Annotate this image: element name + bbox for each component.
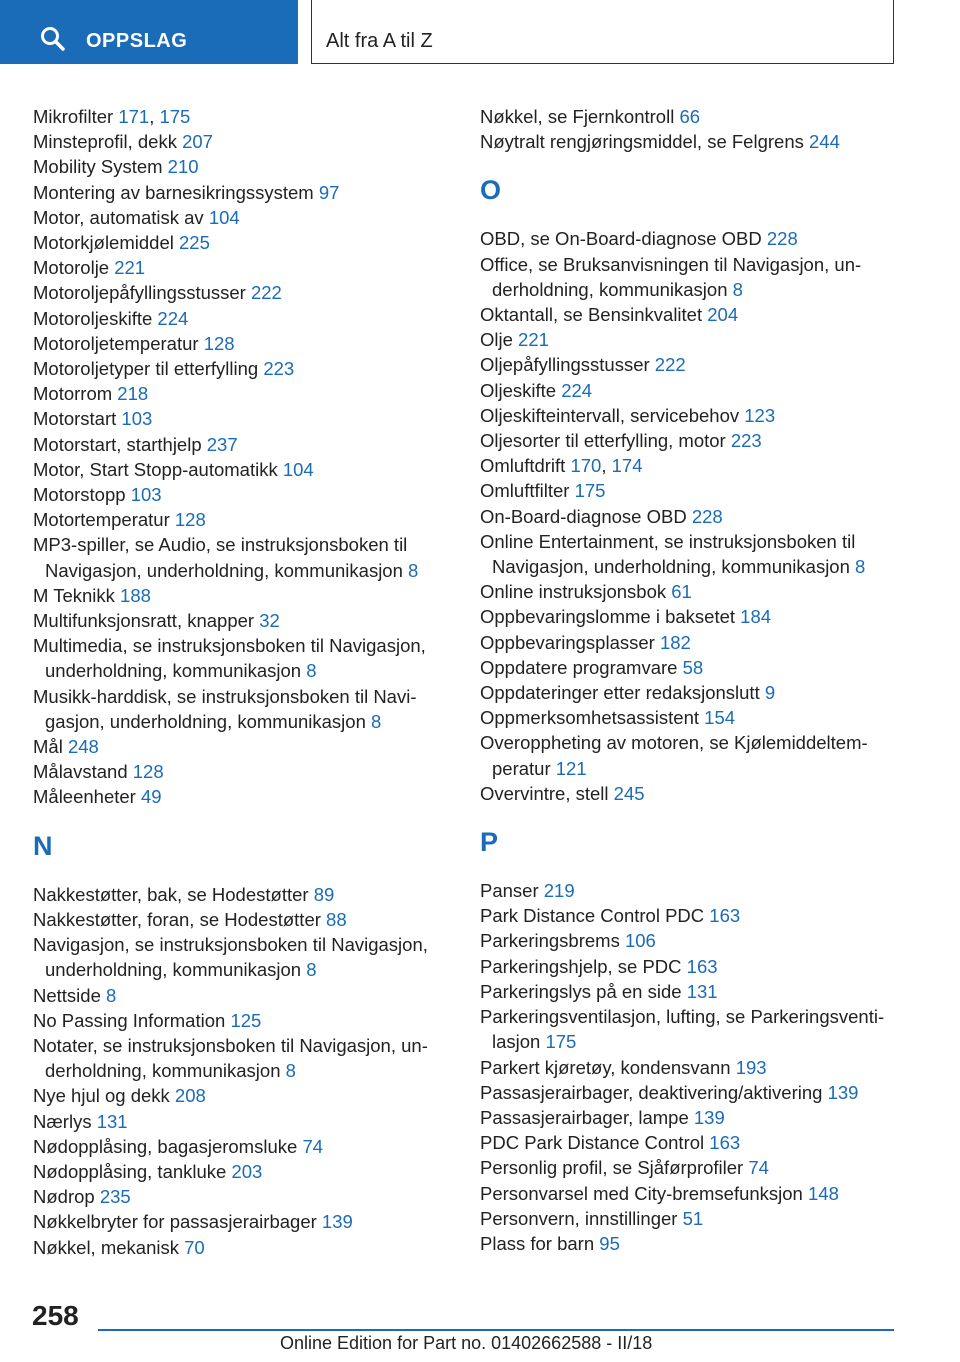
page-link[interactable]: 163 xyxy=(709,1132,741,1154)
index-entry-text: Oljepåfyllingsstusser xyxy=(480,354,655,376)
index-column-left xyxy=(33,104,453,1260)
edition-text: Online Edition for Part no. 01402662588 - II/18 xyxy=(280,1333,653,1353)
index-entry xyxy=(33,633,453,683)
index-entry-text: Office, se Bruksanvisningen til Navigasjon, un-derholdning, kommunikasjon xyxy=(480,253,862,300)
index-entry-text: MP3-spiller, se Audio, se instruksjonsboken til Navigasjon, underholdning, kommunikasjon xyxy=(33,534,409,581)
page-link[interactable]: 61 xyxy=(671,581,692,603)
page-link[interactable]: 235 xyxy=(99,1186,131,1208)
index-entry-text: Motorolje xyxy=(33,257,115,279)
page-link[interactable]: 131 xyxy=(686,980,718,1002)
index-entry-text: Nærlys xyxy=(33,1110,97,1132)
index-entry xyxy=(33,280,453,305)
index-entry-text: OBD, se On-Board-diagnose OBD xyxy=(480,228,767,250)
index-entry xyxy=(480,226,900,251)
index-entry-text: Overoppheting av motoren, se Kjølemiddeltem-peratur xyxy=(480,732,868,779)
page-link[interactable]: 51 xyxy=(682,1207,704,1229)
index-entry xyxy=(33,154,453,179)
page-link[interactable]: 244 xyxy=(809,131,840,153)
index-entry xyxy=(33,684,453,734)
index-entry xyxy=(480,1206,900,1231)
index-entry xyxy=(33,255,453,280)
index-entry-text: Motorstopp xyxy=(33,484,131,506)
index-entry xyxy=(480,705,900,730)
index-entry-text: Olje xyxy=(480,329,519,351)
index-entry-text: Motor, Start Stopp-automatikk xyxy=(33,458,283,480)
index-entry-text: Navigasjon, se instruksjonsboken til Navigasjon, underholdning, kommunikasjon xyxy=(33,934,428,981)
index-entry-text: M Teknikk xyxy=(33,584,121,606)
search-icon xyxy=(40,26,66,52)
page-link[interactable]: 95 xyxy=(599,1232,620,1254)
index-entry xyxy=(33,583,453,608)
index-entry-text: Nøkkelbryter for passasjerairbager xyxy=(33,1211,322,1233)
page-link[interactable]: 182 xyxy=(659,631,691,653)
index-entry xyxy=(33,1159,453,1184)
index-entry xyxy=(33,331,453,356)
page-link[interactable]: 97 xyxy=(318,181,340,203)
page-link[interactable]: 223 xyxy=(730,430,762,452)
index-entry xyxy=(480,954,900,979)
index-entry-text: Parkeringslys på en side xyxy=(480,980,687,1002)
index-entry-text: Nødopplåsing, tankluke xyxy=(33,1160,232,1182)
page-link[interactable]: 49 xyxy=(140,786,162,808)
page-link[interactable]: 66 xyxy=(679,106,701,127)
index-entry-text: Parkert kjøretøy, kondensvann xyxy=(480,1056,736,1078)
index-entry-text: Parkeringsbrems xyxy=(480,930,625,952)
index-entry xyxy=(480,1130,900,1155)
index-entry-text: Parkeringshjelp, se PDC xyxy=(480,955,687,977)
index-entry: Omluftdrift 170, 174 xyxy=(480,455,643,477)
index-entry xyxy=(33,932,453,982)
index-entry-text: Nødopplåsing, bagasjeromsluke xyxy=(33,1135,303,1157)
page-link[interactable]: 218 xyxy=(117,383,149,405)
index-entry xyxy=(480,378,900,403)
index-entry-text: Montering av barnesikringssystem xyxy=(33,181,319,203)
index-entry xyxy=(480,529,900,579)
index-entry xyxy=(33,882,453,907)
page-link[interactable]: 8 xyxy=(306,959,317,981)
index-entry xyxy=(33,482,453,507)
index-entry xyxy=(33,356,453,381)
index-entry-text: Nøkkel, se Fjernkontroll xyxy=(480,106,680,127)
page-link[interactable]: 207 xyxy=(182,131,213,153)
index-entry xyxy=(33,1008,453,1033)
index-entry xyxy=(33,532,453,582)
page-link[interactable]: 89 xyxy=(313,883,335,905)
index-entry-text: Oppmerksomhetsassistent xyxy=(480,707,705,729)
page-link[interactable]: 203 xyxy=(231,1160,263,1182)
page-link[interactable]: 9 xyxy=(764,682,776,704)
index-entry-text: Online Entertainment, se instruksjonsboken til Navigasjon, underholdning, kommunikasjon xyxy=(480,530,856,578)
index-entry xyxy=(480,655,900,680)
index-entry xyxy=(33,608,453,633)
page-link[interactable]: 221 xyxy=(518,329,549,351)
index-entry-text: Multifunksjonsratt, knapper xyxy=(33,610,260,632)
index-entry-text: Oljeskifteintervall, servicebehov xyxy=(480,404,745,426)
chapter-header xyxy=(311,0,894,64)
index-entry-text: Panser xyxy=(480,880,544,902)
index-entry xyxy=(480,352,900,377)
page-link[interactable]: 8 xyxy=(371,710,382,732)
index-entry-text: Mål xyxy=(33,736,68,758)
page-link[interactable]: 228 xyxy=(766,228,798,250)
index-entry xyxy=(33,230,453,255)
index-entry xyxy=(480,730,900,780)
index-entry-text: Motoroljetyper til etterfylling xyxy=(33,358,264,380)
index-entry xyxy=(480,1105,900,1130)
index-entry xyxy=(480,428,900,453)
page-link[interactable]: 139 xyxy=(321,1211,353,1233)
index-entry-text: Overvintre, stell xyxy=(480,782,614,804)
page-link[interactable]: 204 xyxy=(707,304,739,326)
page-link[interactable]: 123 xyxy=(744,404,776,426)
index-entry xyxy=(480,478,900,503)
index-entry-text: Plass for barn xyxy=(480,1232,600,1254)
index-entry xyxy=(480,979,900,1004)
index-entry xyxy=(33,457,453,482)
index-entry-text: Motoroljeskifte xyxy=(33,307,158,329)
index-entry-text: Oppbevaringslomme i baksetet xyxy=(480,606,741,628)
chapter-title: Alt fra A til Z xyxy=(326,30,433,52)
page-link[interactable]: 208 xyxy=(174,1085,206,1107)
page-link[interactable]: 210 xyxy=(167,156,199,178)
index-entry xyxy=(480,680,900,705)
page-number: 258 xyxy=(32,1300,79,1331)
index-entry-text: Mobility System xyxy=(33,156,168,178)
page-link[interactable]: 104 xyxy=(208,206,240,228)
index-entry-text: Motorstart, starthjelp xyxy=(33,433,207,455)
page-link[interactable]: 58 xyxy=(682,656,704,678)
index-entry-text: Personvern, innstillinger xyxy=(480,1207,683,1229)
index-entry xyxy=(33,180,453,205)
index-entry-text: Nye hjul og dekk xyxy=(33,1085,175,1107)
index-entry xyxy=(480,1004,900,1054)
index-entry xyxy=(480,630,900,655)
index-entry xyxy=(33,507,453,532)
index-entry-text: Personvarsel med City-bremsefunksjon xyxy=(480,1182,808,1204)
page-link[interactable]: 32 xyxy=(259,610,280,632)
index-entry-text: Måleenheter xyxy=(33,786,141,808)
page-link[interactable]: 8 xyxy=(106,984,117,1006)
index-entry-text: Oppdatere programvare xyxy=(480,656,683,678)
page-link[interactable]: 248 xyxy=(67,736,99,758)
index-entry-text: Oppdateringer etter redaksjonslutt xyxy=(480,682,765,704)
page-link[interactable]: 131 xyxy=(96,1110,128,1132)
index-column-right xyxy=(480,104,900,1256)
index-entry-text: PDC Park Distance Control xyxy=(480,1132,710,1154)
index-entry xyxy=(33,907,453,932)
index-entry xyxy=(33,381,453,406)
index-letter-heading: N xyxy=(33,830,53,861)
index-entry xyxy=(33,306,453,331)
page-link[interactable]: 171 xyxy=(118,106,150,127)
index-entry-text: Motorkjølemiddel xyxy=(33,232,179,254)
index-entry-text: No Passing Information xyxy=(33,1009,231,1031)
index-entry-text: Musikk-harddisk, se instruksjonsboken til Navi-gasjon, underholdning, kommunikasjon xyxy=(33,685,417,732)
page-link[interactable]: 245 xyxy=(613,782,645,804)
page-link[interactable]: 222 xyxy=(250,282,282,304)
index-entry xyxy=(480,1055,900,1080)
index-entry-text: Passasjerairbager, deaktivering/aktivering xyxy=(480,1081,828,1103)
index-entry-text: Oppbevaringsplasser xyxy=(480,631,660,653)
index-entry-text: Park Distance Control PDC xyxy=(480,905,710,927)
index-entry-text: Minsteprofil, dekk xyxy=(33,131,183,153)
page-link[interactable]: 104 xyxy=(282,458,314,480)
index-entry-text: Oktantall, se Bensinkvalitet xyxy=(480,304,708,326)
index-entry-text: Nøkkel, mekanisk xyxy=(33,1236,185,1258)
page-link[interactable]: 163 xyxy=(709,905,741,927)
index-entry xyxy=(33,734,453,759)
index-entry xyxy=(480,104,900,129)
index-entry-text: Mikrofilter xyxy=(33,106,119,127)
index-entry xyxy=(480,928,900,953)
page-link[interactable]: 70 xyxy=(184,1236,205,1258)
page-link[interactable]: 193 xyxy=(735,1056,767,1078)
index-entry xyxy=(33,1033,453,1083)
page-link[interactable]: 224 xyxy=(157,307,189,329)
index-entry-text: On-Board-diagnose OBD xyxy=(480,505,692,527)
section-tab[interactable] xyxy=(0,0,298,64)
page-link[interactable]: 88 xyxy=(326,908,347,930)
index-entry xyxy=(480,302,900,327)
page-link[interactable]: 188 xyxy=(120,584,151,606)
page-link[interactable]: 148 xyxy=(808,1182,839,1204)
page-link[interactable]: 8 xyxy=(285,1060,296,1082)
page-link[interactable]: 8 xyxy=(306,660,317,682)
index-entry xyxy=(480,781,900,806)
page-link[interactable]: 175 xyxy=(574,480,606,502)
page-link[interactable]: 128 xyxy=(132,761,164,783)
page-link[interactable]: 8 xyxy=(408,559,419,581)
page-link[interactable]: 74 xyxy=(302,1135,324,1157)
page-link[interactable]: 175 xyxy=(545,1031,577,1053)
index-entry xyxy=(33,406,453,431)
index-entry-text: Notater, se instruksjonsboken til Navigasjon, un-derholdning, kommunikasjon xyxy=(33,1034,428,1082)
index-entry-text: Nødrop xyxy=(33,1186,100,1208)
index-entry xyxy=(480,504,900,529)
index-entry xyxy=(480,1231,900,1256)
page-link[interactable]: 163 xyxy=(686,955,718,977)
page-link[interactable]: 74 xyxy=(748,1157,769,1179)
page-link[interactable]: 125 xyxy=(230,1009,262,1031)
page-link[interactable]: 8 xyxy=(855,556,866,578)
index-entry xyxy=(480,252,900,302)
page-link[interactable]: 237 xyxy=(206,433,238,455)
page-link[interactable]: 128 xyxy=(174,509,206,531)
index-letter-heading: O xyxy=(480,175,502,206)
page-link[interactable]: 222 xyxy=(654,354,686,376)
index-entry-text: Omluftfilter xyxy=(480,480,575,502)
page-link[interactable]: 219 xyxy=(543,880,575,902)
footer-divider xyxy=(98,1329,894,1331)
index-entry xyxy=(33,129,453,154)
page-link[interactable]: 228 xyxy=(691,505,723,527)
index-entry-text: Målavstand xyxy=(33,761,133,783)
page-link[interactable]: 184 xyxy=(740,606,772,628)
page-link[interactable]: 224 xyxy=(561,379,593,401)
index-entry xyxy=(480,327,900,352)
index-entry xyxy=(33,1134,453,1159)
index-entry xyxy=(480,129,900,154)
index-entry xyxy=(33,432,453,457)
index-entry xyxy=(480,579,900,604)
section-label: OPPSLAG xyxy=(86,30,188,52)
page-link[interactable]: 225 xyxy=(179,232,210,254)
index-entry xyxy=(33,759,453,784)
index-entry-text: Parkeringsventilasjon, lufting, se Parkeringsventi-lasjon xyxy=(480,1006,885,1053)
page-link[interactable]: 103 xyxy=(130,484,162,506)
index-entry xyxy=(33,1109,453,1134)
page-link[interactable]: 128 xyxy=(203,332,235,354)
index-entry xyxy=(33,1184,453,1209)
index-entry-text: Motoroljetemperatur xyxy=(33,332,204,354)
index-entry-text: Passasjerairbager, lampe xyxy=(480,1106,694,1128)
index-entry-text: Motortemperatur xyxy=(33,509,175,531)
index-entry-text: Motorstart xyxy=(33,408,122,430)
index-entry-text: Personlig profil, se Sjåførprofiler xyxy=(480,1157,749,1179)
index-entry-text: Multimedia, se instruksjonsboken til Navigasjon, underholdning, kommunikasjon xyxy=(33,635,426,682)
index-entry xyxy=(33,1083,453,1108)
index-entry-text: Motorrom xyxy=(33,383,118,405)
index-entry-text: Nakkestøtter, foran, se Hodestøtter xyxy=(33,908,327,930)
page-link[interactable]: 121 xyxy=(555,757,587,779)
index-entry xyxy=(480,1080,900,1105)
index-entry-text: Motor, automatisk av xyxy=(33,206,209,228)
page-link[interactable]: 174 xyxy=(611,455,643,477)
index-entry xyxy=(480,903,900,928)
index-entry xyxy=(33,1235,453,1260)
index-entry: Mikrofilter 171, 175 xyxy=(33,106,191,127)
index-entry xyxy=(33,205,453,230)
page-link[interactable]: 106 xyxy=(624,930,656,952)
index-letter-heading: P xyxy=(480,827,499,858)
index-entry-text: Oljeskifte xyxy=(480,379,562,401)
index-entry-text: Nakkestøtter, bak, se Hodestøtter xyxy=(33,883,314,905)
index-entry xyxy=(33,784,453,809)
page-link[interactable]: 175 xyxy=(159,106,191,127)
index-entry xyxy=(480,604,900,629)
page-link[interactable]: 221 xyxy=(114,257,146,279)
index-entry xyxy=(480,878,900,903)
index-entry xyxy=(480,1181,900,1206)
page-link[interactable]: 223 xyxy=(263,358,295,380)
index-entry-text: Online instruksjonsbok xyxy=(480,581,672,603)
index-entry xyxy=(480,403,900,428)
index-entry-text: Oljesorter til etterfylling, motor xyxy=(480,430,731,452)
page-link[interactable]: 139 xyxy=(827,1081,859,1103)
index-entry-text: Omluftdrift xyxy=(480,455,571,477)
index-entry-text: Nøytralt rengjøringsmiddel, se Felgrens xyxy=(480,131,809,153)
index-entry xyxy=(480,1155,900,1180)
page-link[interactable]: 8 xyxy=(732,278,743,300)
page-link[interactable]: 139 xyxy=(693,1106,725,1128)
page-link[interactable]: 154 xyxy=(704,707,736,729)
index-entry-text: Nettside xyxy=(33,984,107,1006)
page-link[interactable]: 103 xyxy=(121,408,153,430)
index-entry xyxy=(33,983,453,1008)
index-entry-text: Motoroljepåfyllingsstusser xyxy=(33,282,251,304)
index-entry xyxy=(33,1209,453,1234)
page-link[interactable]: 170 xyxy=(570,455,602,477)
